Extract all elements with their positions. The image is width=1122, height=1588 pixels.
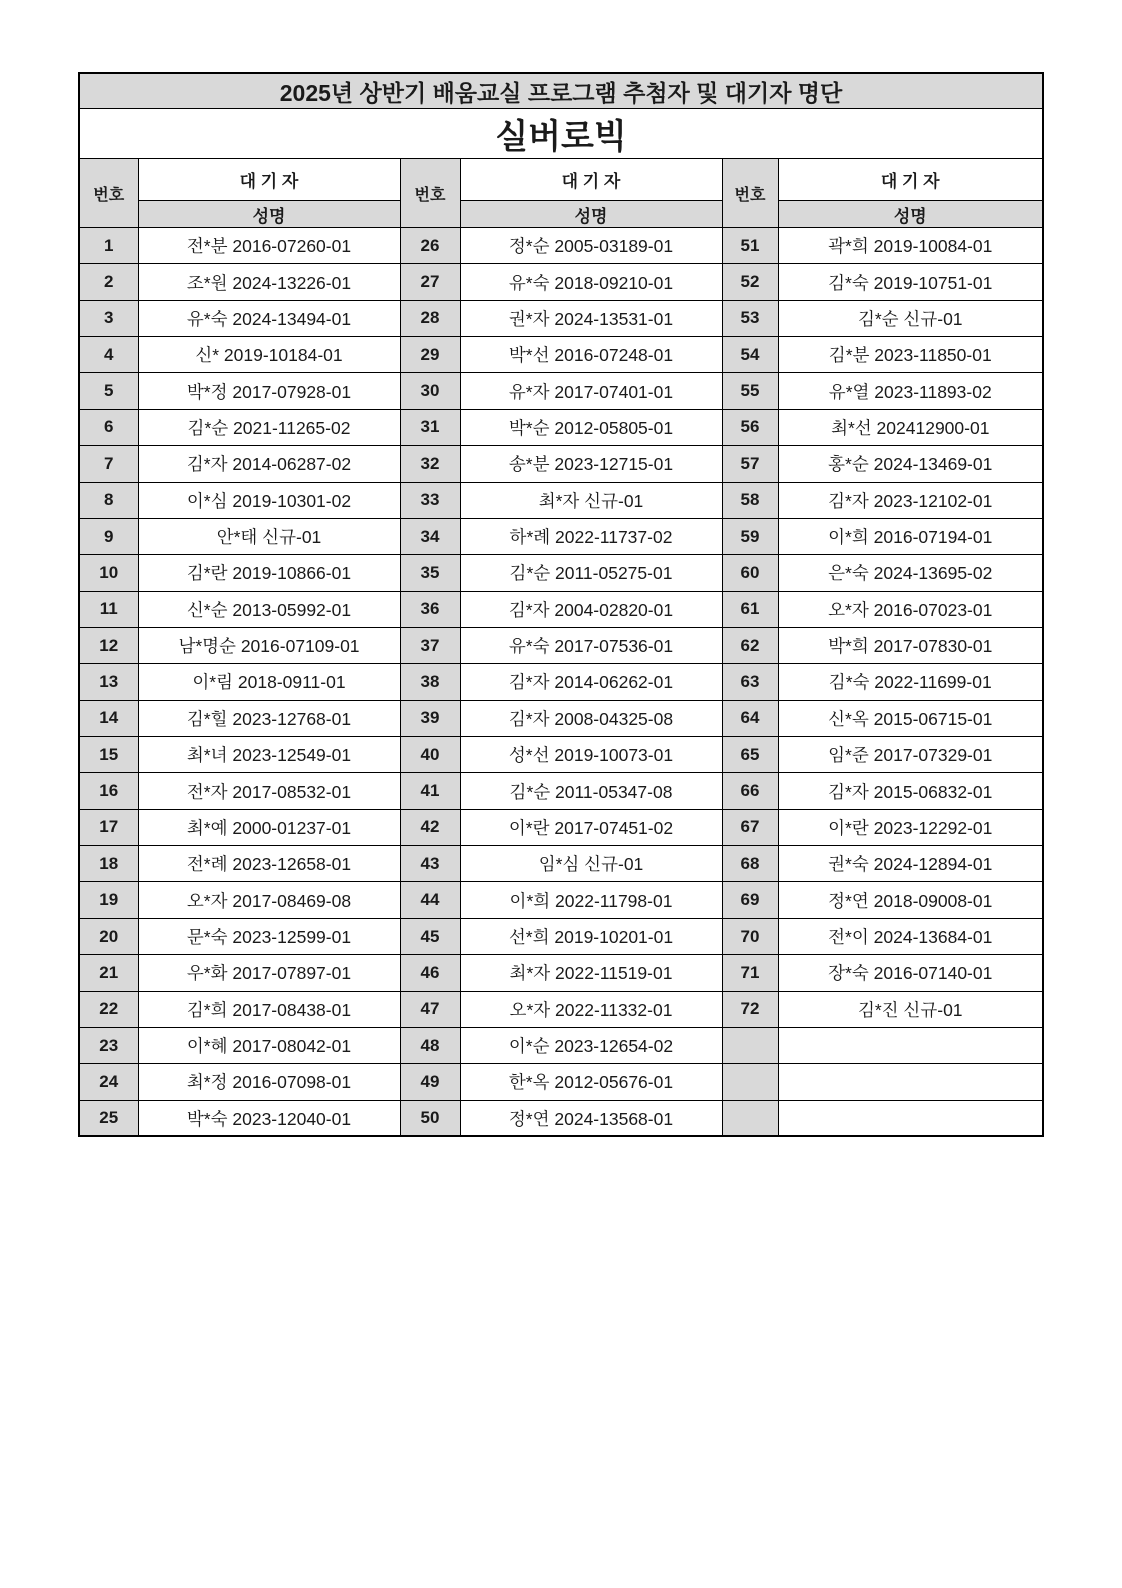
col-header-waiter-1: 대 기 자: [138, 159, 400, 201]
waiter-name-cell: 최*자 신규-01: [460, 482, 722, 518]
row-number-cell: 13: [79, 664, 138, 700]
row-number-cell: 12: [79, 627, 138, 663]
table-row: [79, 1027, 1043, 1063]
row-number-cell: 50: [400, 1100, 460, 1136]
row-number-cell: 44: [400, 882, 460, 918]
row-number-cell: 30: [400, 373, 460, 409]
waiter-name-cell: 송*분 2023-12715-01: [460, 446, 722, 482]
table-row: [79, 591, 1043, 627]
row-number-cell: 63: [722, 664, 778, 700]
row-number-cell: 20: [79, 918, 138, 954]
table-row: [79, 918, 1043, 954]
row-number-cell: 24: [79, 1064, 138, 1100]
waiter-name-cell: 이*림 2018-0911-01: [138, 664, 400, 700]
table-row: [79, 228, 1043, 264]
table-row: [79, 300, 1043, 336]
table-row: [79, 955, 1043, 991]
table-row: [79, 773, 1043, 809]
waiter-name-cell: 유*숙 2018-09210-01: [460, 264, 722, 300]
table-row: [79, 664, 1043, 700]
waiter-name-cell: 김*숙 2019-10751-01: [778, 264, 1043, 300]
waiter-name-cell: 김*순 2011-05347-08: [460, 773, 722, 809]
row-number-cell: 59: [722, 518, 778, 554]
waiter-name-cell: 김*자 2023-12102-01: [778, 482, 1043, 518]
waiter-name-cell: 유*자 2017-07401-01: [460, 373, 722, 409]
waiter-name-cell: 임*준 2017-07329-01: [778, 737, 1043, 773]
row-number-cell: 23: [79, 1027, 138, 1063]
table-row: [79, 409, 1043, 445]
row-number-cell: 70: [722, 918, 778, 954]
row-number-cell: 10: [79, 555, 138, 591]
waiter-name-cell: [778, 1100, 1043, 1136]
row-number-cell: 65: [722, 737, 778, 773]
table-row: [79, 264, 1043, 300]
row-number-cell: 45: [400, 918, 460, 954]
row-number-cell: 32: [400, 446, 460, 482]
waiter-name-cell: 이*희 2016-07194-01: [778, 518, 1043, 554]
col-header-no-2: 번호: [400, 159, 460, 228]
row-number-cell: 55: [722, 373, 778, 409]
row-number-cell: 16: [79, 773, 138, 809]
waiter-name-cell: 신* 2019-10184-01: [138, 337, 400, 373]
row-number-cell: 27: [400, 264, 460, 300]
table-row: [79, 809, 1043, 845]
row-number-cell: 15: [79, 737, 138, 773]
table-row: [79, 1100, 1043, 1136]
row-number-cell: 22: [79, 991, 138, 1027]
waiter-name-cell: 오*자 2016-07023-01: [778, 591, 1043, 627]
waiter-name-cell: 이*란 2017-07451-02: [460, 809, 722, 845]
row-number-cell: 34: [400, 518, 460, 554]
waiter-name-cell: 최*녀 2023-12549-01: [138, 737, 400, 773]
waiter-name-cell: 권*숙 2024-12894-01: [778, 846, 1043, 882]
row-number-cell: 17: [79, 809, 138, 845]
waiter-name-cell: 신*순 2013-05992-01: [138, 591, 400, 627]
row-number-cell: 51: [722, 228, 778, 264]
row-number-cell: 67: [722, 809, 778, 845]
row-number-cell: 68: [722, 846, 778, 882]
col-header-name-1: 성명: [138, 201, 400, 228]
row-number-cell: 66: [722, 773, 778, 809]
row-number-cell: 48: [400, 1027, 460, 1063]
table-row: [79, 882, 1043, 918]
row-number-cell: 64: [722, 700, 778, 736]
table-row: [79, 627, 1043, 663]
waiter-name-cell: 하*례 2022-11737-02: [460, 518, 722, 554]
title-row: [79, 73, 1043, 109]
row-number-cell: 40: [400, 737, 460, 773]
header-row-waiter: [79, 159, 1043, 201]
row-number-cell: 62: [722, 627, 778, 663]
header-row-name: [79, 201, 1043, 228]
row-number-cell: 18: [79, 846, 138, 882]
waiter-name-cell: 김*힐 2023-12768-01: [138, 700, 400, 736]
waiter-name-cell: 박*숙 2023-12040-01: [138, 1100, 400, 1136]
row-number-cell: 71: [722, 955, 778, 991]
waiter-name-cell: 유*숙 2017-07536-01: [460, 627, 722, 663]
subtitle-row: [79, 109, 1043, 159]
row-number-cell: 9: [79, 518, 138, 554]
waiter-name-cell: 박*정 2017-07928-01: [138, 373, 400, 409]
waiter-name-cell: 박*순 2012-05805-01: [460, 409, 722, 445]
waiter-name-cell: 김*자 2014-06287-02: [138, 446, 400, 482]
table-row: [79, 518, 1043, 554]
row-number-cell: 41: [400, 773, 460, 809]
row-number-cell: 54: [722, 337, 778, 373]
waiter-name-cell: 전*례 2023-12658-01: [138, 846, 400, 882]
waiter-name-cell: 은*숙 2024-13695-02: [778, 555, 1043, 591]
row-number-cell: 31: [400, 409, 460, 445]
waiter-name-cell: 이*순 2023-12654-02: [460, 1027, 722, 1063]
waiter-name-cell: 전*이 2024-13684-01: [778, 918, 1043, 954]
row-number-cell: 19: [79, 882, 138, 918]
waiter-name-cell: 최*예 2000-01237-01: [138, 809, 400, 845]
waiter-name-cell: 김*자 2008-04325-08: [460, 700, 722, 736]
row-number-cell: 3: [79, 300, 138, 336]
table-row: [79, 373, 1043, 409]
waiter-name-cell: 유*열 2023-11893-02: [778, 373, 1043, 409]
table-row: [79, 846, 1043, 882]
table-row: [79, 555, 1043, 591]
waiter-name-cell: 정*연 2018-09008-01: [778, 882, 1043, 918]
row-number-cell: 58: [722, 482, 778, 518]
row-number-cell: 39: [400, 700, 460, 736]
row-number-cell: 35: [400, 555, 460, 591]
row-number-cell: 69: [722, 882, 778, 918]
waiter-name-cell: 최*정 2016-07098-01: [138, 1064, 400, 1100]
col-header-name-3: 성명: [778, 201, 1043, 228]
waiter-name-cell: 안*태 신규-01: [138, 518, 400, 554]
waiter-name-cell: 이*란 2023-12292-01: [778, 809, 1043, 845]
waiter-name-cell: 장*숙 2016-07140-01: [778, 955, 1043, 991]
row-number-cell: 2: [79, 264, 138, 300]
waiter-name-cell: 이*혜 2017-08042-01: [138, 1027, 400, 1063]
row-number-cell: 21: [79, 955, 138, 991]
row-number-cell: 25: [79, 1100, 138, 1136]
table-row: [79, 446, 1043, 482]
waiter-name-cell: 오*자 2017-08469-08: [138, 882, 400, 918]
row-number-cell: 72: [722, 991, 778, 1027]
table-title: 2025년 상반기 배움교실 프로그램 추첨자 및 대기자 명단: [79, 73, 1043, 109]
row-number-cell: 46: [400, 955, 460, 991]
waiter-name-cell: 김*순 2021-11265-02: [138, 409, 400, 445]
waiter-name-cell: 성*선 2019-10073-01: [460, 737, 722, 773]
program-name: 실버로빅: [79, 109, 1043, 159]
row-number-cell: [722, 1100, 778, 1136]
waiter-name-cell: 정*순 2005-03189-01: [460, 228, 722, 264]
waiter-name-cell: 남*명순 2016-07109-01: [138, 627, 400, 663]
col-header-no-1: 번호: [79, 159, 138, 228]
waiter-name-cell: 박*희 2017-07830-01: [778, 627, 1043, 663]
waiter-name-cell: 정*연 2024-13568-01: [460, 1100, 722, 1136]
row-number-cell: 28: [400, 300, 460, 336]
waiter-name-cell: 김*진 신규-01: [778, 991, 1043, 1027]
row-number-cell: 43: [400, 846, 460, 882]
row-number-cell: 29: [400, 337, 460, 373]
waitlist-table: [78, 72, 1044, 1137]
waiter-name-cell: 박*선 2016-07248-01: [460, 337, 722, 373]
waiter-name-cell: 전*분 2016-07260-01: [138, 228, 400, 264]
waiter-name-cell: 최*선 202412900-01: [778, 409, 1043, 445]
waiter-name-cell: 유*숙 2024-13494-01: [138, 300, 400, 336]
col-header-no-3: 번호: [722, 159, 778, 228]
row-number-cell: 57: [722, 446, 778, 482]
table-row: [79, 337, 1043, 373]
row-number-cell: 56: [722, 409, 778, 445]
waiter-name-cell: [778, 1064, 1043, 1100]
table-row: [79, 482, 1043, 518]
row-number-cell: 47: [400, 991, 460, 1027]
waitlist-sheet: [78, 72, 1042, 1137]
col-header-waiter-2: 대 기 자: [460, 159, 722, 201]
waiter-name-cell: [778, 1027, 1043, 1063]
waiter-name-cell: 권*자 2024-13531-01: [460, 300, 722, 336]
row-number-cell: 4: [79, 337, 138, 373]
row-number-cell: 49: [400, 1064, 460, 1100]
row-number-cell: 37: [400, 627, 460, 663]
row-number-cell: 53: [722, 300, 778, 336]
waiter-name-cell: 우*화 2017-07897-01: [138, 955, 400, 991]
waiter-name-cell: 홍*순 2024-13469-01: [778, 446, 1043, 482]
row-number-cell: 38: [400, 664, 460, 700]
waiter-name-cell: 김*란 2019-10866-01: [138, 555, 400, 591]
row-number-cell: [722, 1064, 778, 1100]
row-number-cell: [722, 1027, 778, 1063]
table-row: [79, 700, 1043, 736]
row-number-cell: 61: [722, 591, 778, 627]
waiter-name-cell: 김*순 신규-01: [778, 300, 1043, 336]
row-number-cell: 5: [79, 373, 138, 409]
col-header-name-2: 성명: [460, 201, 722, 228]
waiter-name-cell: 김*희 2017-08438-01: [138, 991, 400, 1027]
row-number-cell: 42: [400, 809, 460, 845]
table-row: [79, 991, 1043, 1027]
row-number-cell: 52: [722, 264, 778, 300]
waiter-name-cell: 임*심 신규-01: [460, 846, 722, 882]
waiter-name-cell: 김*자 2014-06262-01: [460, 664, 722, 700]
waiter-name-cell: 한*옥 2012-05676-01: [460, 1064, 722, 1100]
waiter-name-cell: 김*순 2011-05275-01: [460, 555, 722, 591]
col-header-waiter-3: 대 기 자: [778, 159, 1043, 201]
row-number-cell: 36: [400, 591, 460, 627]
waiter-name-cell: 이*희 2022-11798-01: [460, 882, 722, 918]
waiter-name-cell: 신*옥 2015-06715-01: [778, 700, 1043, 736]
row-number-cell: 8: [79, 482, 138, 518]
waiter-name-cell: 김*숙 2022-11699-01: [778, 664, 1043, 700]
waiter-name-cell: 곽*희 2019-10084-01: [778, 228, 1043, 264]
waiter-name-cell: 전*자 2017-08532-01: [138, 773, 400, 809]
waiter-name-cell: 이*심 2019-10301-02: [138, 482, 400, 518]
row-number-cell: 11: [79, 591, 138, 627]
waiter-name-cell: 최*자 2022-11519-01: [460, 955, 722, 991]
waiter-name-cell: 조*원 2024-13226-01: [138, 264, 400, 300]
row-number-cell: 14: [79, 700, 138, 736]
waiter-name-cell: 김*자 2015-06832-01: [778, 773, 1043, 809]
waiter-name-cell: 김*분 2023-11850-01: [778, 337, 1043, 373]
waiter-name-cell: 김*자 2004-02820-01: [460, 591, 722, 627]
table-row: [79, 1064, 1043, 1100]
row-number-cell: 33: [400, 482, 460, 518]
row-number-cell: 7: [79, 446, 138, 482]
row-number-cell: 60: [722, 555, 778, 591]
row-number-cell: 6: [79, 409, 138, 445]
row-number-cell: 26: [400, 228, 460, 264]
row-number-cell: 1: [79, 228, 138, 264]
waiter-name-cell: 선*희 2019-10201-01: [460, 918, 722, 954]
waiter-name-cell: 오*자 2022-11332-01: [460, 991, 722, 1027]
table-row: [79, 737, 1043, 773]
waiter-name-cell: 문*숙 2023-12599-01: [138, 918, 400, 954]
